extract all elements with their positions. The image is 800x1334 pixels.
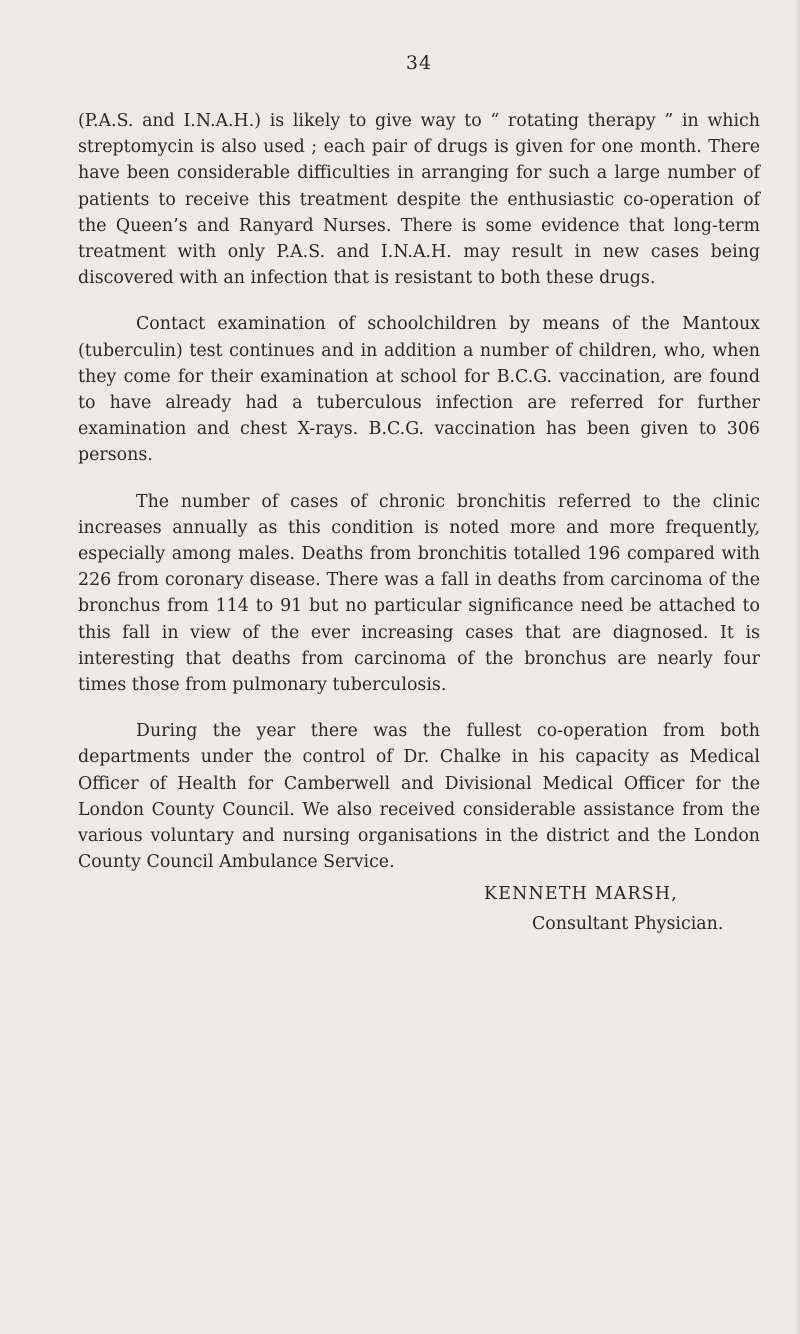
signature-block	[78, 879, 760, 939]
paragraph-chronic-bronchitis: The number of cases of chronic bronchitis referred to the clinic increases annually as this condition is noted more and more frequently, especially among males. Deaths from bronchitis totalled 196 compared with 226 from coronary disease. There was a fall in deaths from carcinoma of the bronchus from 114 to 91 but no particular significance need be attached to this fall in view of the ever increasing cases that are diagnosed. It is interesting that deaths from carcinoma of the bronchus are nearly four times those from pulmonary tuberculosis.	[78, 491, 760, 696]
paragraph-co-operation: During the year there was the fullest co-operation from both departments under the control of Dr. Chalke in his capacity as Medical Officer of Health for Camberwell and Divisional Medical Officer for the London County Council. We also received considerable assistance from the various voluntary and nursing organisations in the district and the London County Council Ambulance Service.	[78, 721, 760, 873]
page-edge-shadow	[794, 0, 800, 1334]
paragraph-contact-examination: Contact examination of schoolchildren by means of the Mantoux (tuberculin) test continues and in addition a number of children, who, when they come for their examination at school for B.C.G. vaccination, are found to have already had a tuberculous infection are referred for further examination and chest X-rays. B.C.G. vaccination has been given to 306 persons.	[78, 314, 760, 466]
signature-name: KENNETH MARSH,	[484, 884, 678, 905]
signature-title: Consultant Physician.	[532, 914, 724, 935]
page-number: 34	[405, 52, 433, 74]
paragraph-rotating-therapy: (P.A.S. and I.N.A.H.) is likely to give way to “ rotating therapy ” in which streptomycin is also used ; each pair of drugs is given for one month. There have been considerable difficulties in arranging for such a large number of patients to receive this treatment despite the enthusiastic co-operation of the Queen’s and Ranyard Nurses. There is some evidence that long-term treatment with only P.A.S. and I.N.A.H. may result in new cases being discovered with an infection that is resistant to both these drugs.	[78, 111, 760, 289]
